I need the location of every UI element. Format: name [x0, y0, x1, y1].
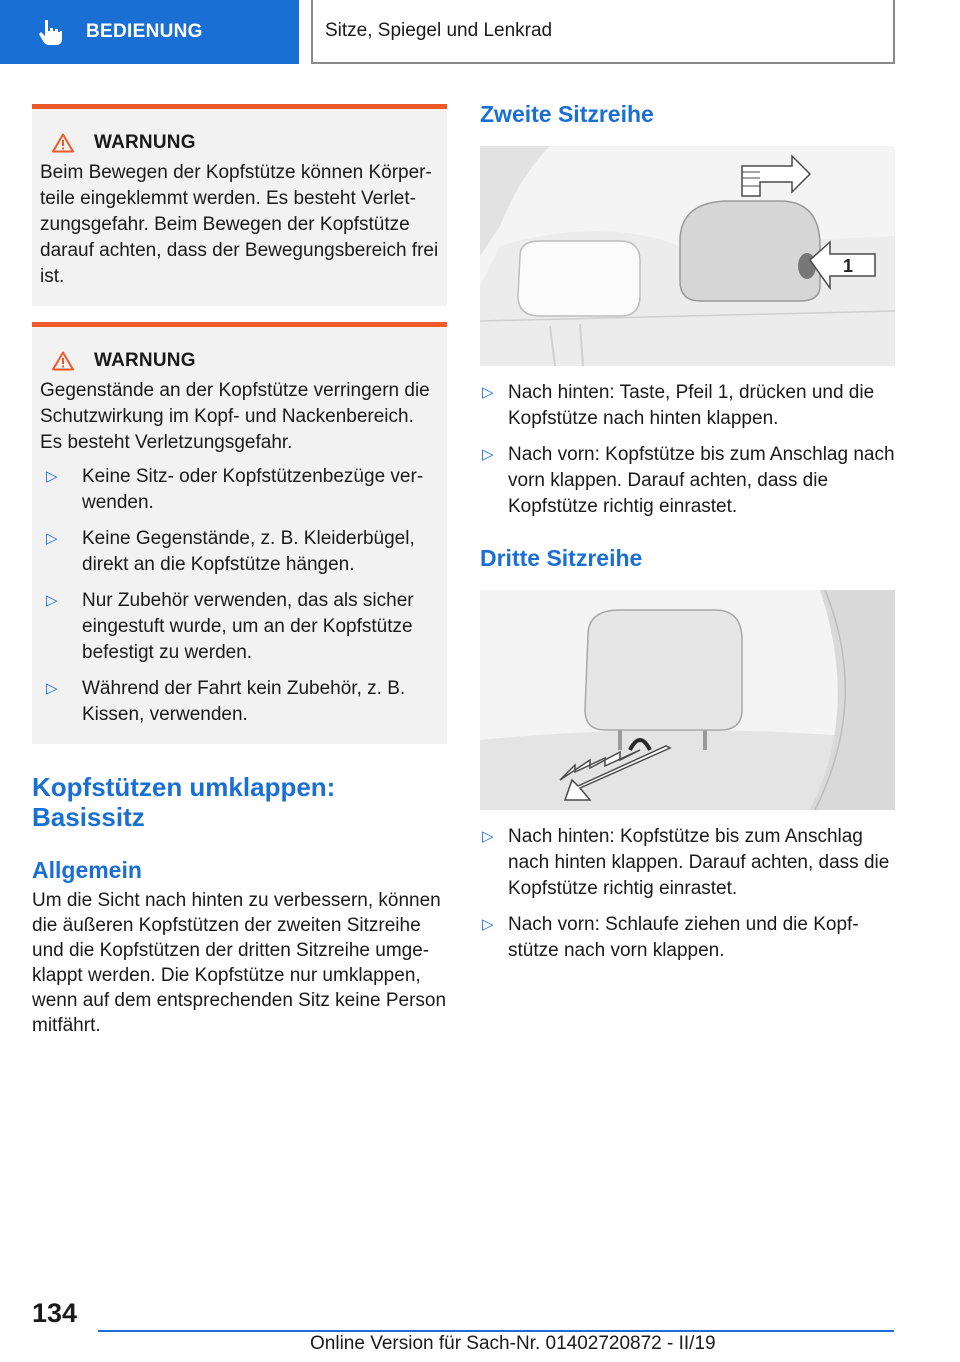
list-item: ▷ Nach vorn: Kopfstütze bis zum Anschlag nach vorn klappen. Darauf achten, dass die Kopfstütze richtig einrastet.	[480, 442, 895, 520]
warning-header	[40, 350, 439, 372]
warning-title: WARNUNG	[94, 132, 196, 153]
chapter-title: Sitze, Spiegel und Lenkrad	[325, 20, 553, 41]
section-title: Kopfstützen umklappen: Basissitz	[32, 772, 336, 832]
list-item: ▷ Nur Zubehör verwenden, das als sicher eingestuft wurde, um an der Kopfstütze befestigt zu werden.	[40, 588, 439, 666]
footer-divider	[98, 1330, 894, 1332]
list-item: ▷ Nach hinten: Kopfstütze bis zum Anschlag nach hinten klappen. Darauf achten, dass die Kopfstütze richtig einrastet.	[480, 824, 895, 902]
section-tab[interactable]	[0, 0, 299, 64]
warning-title: WARNUNG	[94, 350, 196, 371]
warning-list	[40, 464, 439, 728]
left-column	[32, 104, 447, 1038]
list-item: ▷ Keine Sitz- oder Kopfstützenbezüge verwenden.	[40, 464, 439, 516]
page-number: 134	[32, 1298, 78, 1328]
warning-triangle-icon	[52, 133, 74, 153]
triangle-bullet-icon: ▷	[46, 680, 58, 697]
triangle-bullet-icon: ▷	[482, 384, 494, 401]
headrest-illustration	[480, 146, 895, 366]
warning-box-2	[32, 322, 447, 744]
figure-second-row	[480, 146, 895, 366]
triangle-bullet-icon: ▷	[482, 828, 494, 845]
footer-version: Online Version für Sach-Nr. 01402720872 - II/19	[310, 1333, 716, 1354]
warning-text: Beim Bewegen der Kopfstütze können Körperteile eingeklemmt werden. Es besteht Verletzungsgefahr. Beim Bewegen der Kopfstütze darauf achten, dass der Bewegungsbereich frei ist.	[40, 162, 439, 287]
triangle-bullet-icon: ▷	[482, 916, 494, 933]
warning-text: Gegenstände an der Kopfstütze verringern die Schutzwirkung im Kopf- und Nackenbereich. Es besteht Verletzungsgefahr.	[40, 380, 430, 453]
list-item: ▷ Nach vorn: Schlaufe ziehen und die Kopfstütze nach vorn klappen.	[480, 912, 895, 964]
triangle-bullet-icon: ▷	[46, 468, 58, 485]
list-item: ▷ Keine Gegenstände, z. B. Kleiderbügel, direkt an die Kopfstütze hängen.	[40, 526, 439, 578]
list-item: ▷ Nach hinten: Taste, Pfeil 1, drücken und die Kopfstütze nach hinten klappen.	[480, 380, 895, 432]
right-column	[480, 100, 895, 974]
triangle-bullet-icon: ▷	[46, 530, 58, 547]
list-item: ▷ Während der Fahrt kein Zubehör, z. B. Kissen, verwenden.	[40, 676, 439, 728]
third-row-title: Dritte Sitzreihe	[480, 545, 643, 571]
triangle-bullet-icon: ▷	[46, 592, 58, 609]
warning-triangle-icon	[52, 351, 74, 371]
headrest-fold-illustration	[480, 590, 895, 810]
section-tab-label: BEDIENUNG	[86, 21, 203, 42]
figure-label-1: 1	[843, 256, 854, 276]
warning-box-1	[32, 104, 447, 306]
triangle-bullet-icon: ▷	[482, 446, 494, 463]
chapter-header	[311, 0, 895, 64]
subheading: Allgemein	[32, 857, 142, 883]
hand-pointer-icon	[36, 17, 66, 47]
second-row-title: Zweite Sitzreihe	[480, 101, 654, 127]
figure-third-row	[480, 590, 895, 810]
third-row-list	[480, 824, 895, 964]
warning-header	[40, 132, 439, 154]
section-text: Um die Sicht nach hinten zu verbessern, können die äußeren Kopfstützen der zweiten Sitzreihe und die Kopfstützen der dritten Sitzreihe umgeklappt werden. Die Kopfstütze nur umklappen, wenn auf dem entsprechenden Sitz keine Person mitfährt.	[32, 890, 447, 1036]
second-row-list	[480, 380, 895, 520]
